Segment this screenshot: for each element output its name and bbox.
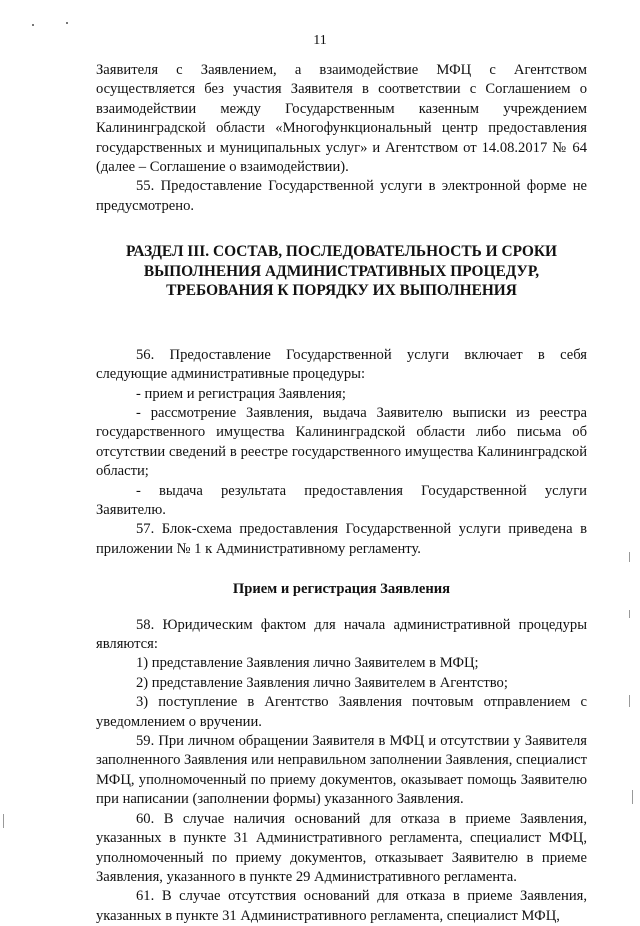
paragraph-58: 58. Юридическим фактом для начала административной процедуры являются: <box>96 616 587 653</box>
subsection-heading: Прием и регистрация Заявления <box>232 581 451 598</box>
list-item: 1) представление Заявления лично Заявителем в МФЦ; <box>136 655 479 672</box>
scan-edge-mark <box>629 552 630 562</box>
paragraph-57: 57. Блок-схема предоставления Государственной услуги приведена в приложении № 1 к Административному регламенту. <box>96 521 587 557</box>
scan-edge-mark <box>629 610 630 618</box>
list-item: - прием и регистрация Заявления; <box>136 385 346 402</box>
scan-edge-mark <box>632 790 633 804</box>
paragraph-56: 56. Предоставление Государственной услуги включает в себя следующие административные процедуры: <box>96 346 587 383</box>
scan-artifact <box>32 24 34 26</box>
scan-edge-mark <box>3 814 4 828</box>
paragraph-61: 61. В случае отсутствия оснований для отказа в приеме Заявления, указанных в пункте 31 Административного регламента, специалист МФЦ, <box>96 888 587 924</box>
list-item: - рассмотрение Заявления, выдача Заявителю выписки из реестра государственного имущества Калининградской области либо письма об отсутствии сведений в реестре государственного имущества Калининградской области; <box>96 404 587 480</box>
scan-edge-mark <box>629 695 630 707</box>
paragraph-55: 55. Предоставление Государственной услуги в электронной форме не предусмотрено. <box>96 178 587 214</box>
list-item: - выдача результата предоставления Государственной услуги Заявителю. <box>96 482 587 518</box>
section-heading: РАЗДЕЛ III. СОСТАВ, ПОСЛЕДОВАТЕЛЬНОСТЬ И СРОКИ ВЫПОЛНЕНИЯ АДМИНИСТРАТИВНЫХ ПРОЦЕДУР, ТРЕБОВАНИЯ К ПОРЯДКУ ИХ ВЫПОЛНЕНИЯ <box>125 243 557 300</box>
list-item: 3) поступление в Агентство Заявления почтовым отправлением с уведомлением о вручении. <box>96 694 587 730</box>
page-number: 11 <box>313 33 327 48</box>
paragraph-59: 59. При личном обращении Заявителя в МФЦ и отсутствии у Заявителя заполненного Заявления или неправильном заполнении Заявления, специалист МФЦ, уполномоченный по приему документов, оказывает помощь Заявителю при написании (заполнении формы) указанного Заявления. <box>96 733 587 808</box>
paragraph: Заявителя с Заявлением, а взаимодействие МФЦ с Агентством осуществляется без участия Заявителя в соответствии с Соглашением о взаимодействии между Государственным казенным учреждением Калининградской области «Многофункциональный центр предоставления государственных и муниципальных услуг» и Агентством от 14.08.2017 № 64 (далее – Соглашение о взаимодействии). <box>96 62 587 176</box>
list-item: 2) представление Заявления лично Заявителем в Агентство; <box>136 674 508 691</box>
scan-artifact <box>66 22 68 24</box>
paragraph-60: 60. В случае наличия оснований для отказа в приеме Заявления, указанных в пункте 31 Административного регламента, специалист МФЦ, уполномоченный по приему документов, отказывает Заявителю в приеме Заявления, указанного в пункте 29 Административного регламента. <box>96 810 587 885</box>
document-body <box>96 61 587 926</box>
